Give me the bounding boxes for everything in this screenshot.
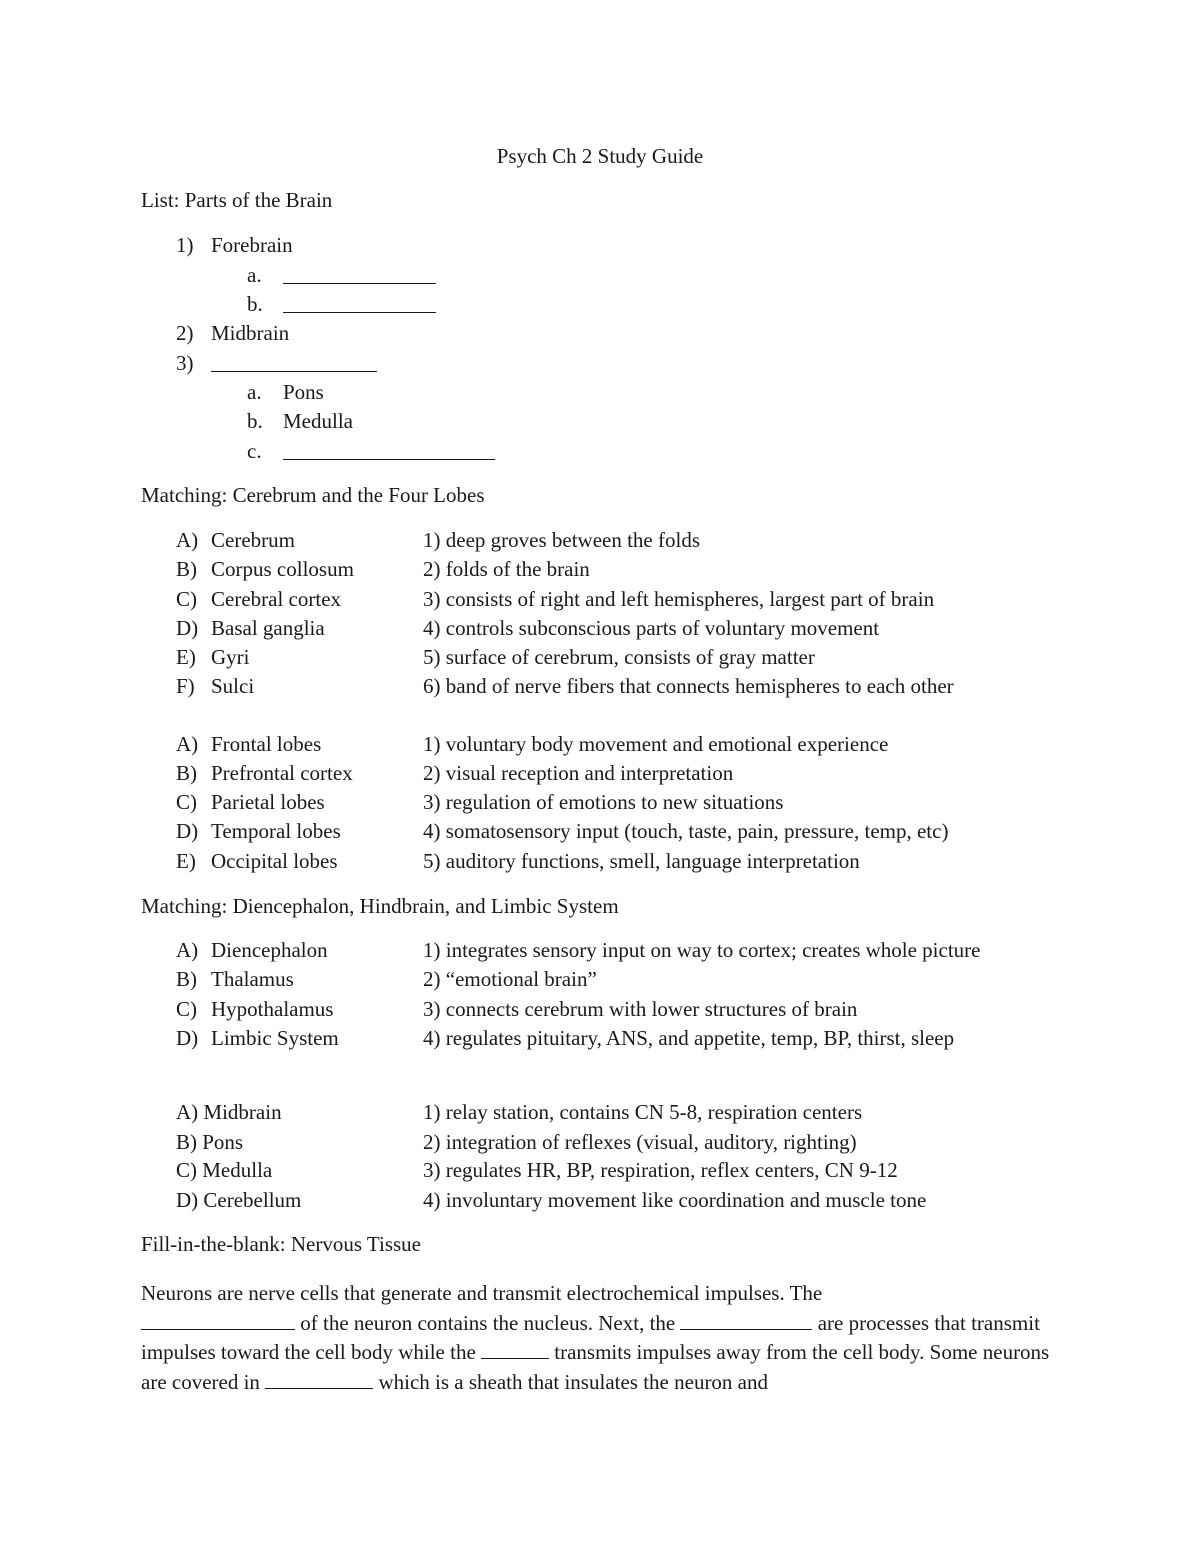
- match-letter: A): [176, 938, 199, 962]
- match-definition: 3) connects cerebrum with lower structures of brain: [423, 997, 858, 1021]
- match-definition: 2) visual reception and interpretation: [423, 761, 734, 785]
- sub-item-letter: c.: [247, 439, 262, 463]
- blank-line: [481, 1342, 549, 1359]
- blank-line: [283, 294, 436, 317]
- sub-item-letter: b.: [247, 409, 263, 433]
- blank-line: [680, 1313, 812, 1330]
- match-definition: 4) involuntary movement like coordination and muscle tone: [423, 1188, 927, 1212]
- match-letter: B): [176, 557, 197, 581]
- match-term: Prefrontal cortex: [211, 761, 353, 785]
- match-term: Frontal lobes: [211, 732, 322, 756]
- match-term: Gyri: [211, 645, 250, 669]
- match-letter: C): [176, 790, 197, 814]
- match-definition: 4) controls subconscious parts of voluntary movement: [423, 616, 880, 640]
- match-letter: D): [176, 616, 199, 640]
- blank-line: [211, 353, 377, 376]
- match-definition: 2) folds of the brain: [423, 557, 590, 581]
- match-definition: 3) regulation of emotions to new situations: [423, 790, 784, 814]
- match-definition: 6) band of nerve fibers that connects hemispheres to each other: [423, 674, 954, 698]
- match-definition: 3) consists of right and left hemispheres, largest part of brain: [423, 587, 935, 611]
- match-term: A) Midbrain: [176, 1100, 282, 1124]
- match-letter: E): [176, 849, 196, 873]
- sub-item-letter: a.: [247, 263, 262, 287]
- match-term: Basal ganglia: [211, 616, 325, 640]
- paragraph-text: Neurons are nerve cells that generate and transmit electrochemical impulses. The: [141, 1281, 823, 1305]
- page-title: Psych Ch 2 Study Guide: [496, 144, 704, 168]
- blank-line: [283, 441, 495, 464]
- list-item-number: 2): [176, 321, 194, 345]
- match-term: Sulci: [211, 674, 255, 698]
- match-letter: A): [176, 528, 199, 552]
- paragraph-text: transmits impulses away from the cell body. Some neurons are covered in: [141, 1340, 1050, 1394]
- list-item-label: Midbrain: [211, 321, 290, 345]
- match-term: Parietal lobes: [211, 790, 325, 814]
- paragraph-text: which is a sheath that insulates the neuron and: [378, 1369, 769, 1394]
- match-definition: 5) auditory functions, smell, language interpretation: [423, 849, 860, 873]
- match-letter: E): [176, 645, 196, 669]
- matching-heading: Matching: Cerebrum and the Four Lobes: [141, 483, 485, 507]
- list-heading: List: Parts of the Brain: [141, 188, 333, 212]
- match-term: Thalamus: [211, 967, 294, 991]
- sub-item-text: Medulla: [283, 409, 353, 433]
- match-definition: 5) surface of cerebrum, consists of gray matter: [423, 645, 815, 669]
- match-letter: D): [176, 819, 199, 843]
- match-term: Corpus collosum: [211, 557, 354, 581]
- match-letter: C): [176, 587, 197, 611]
- match-definition: 3) regulates HR, BP, respiration, reflex centers, CN 9-12: [423, 1158, 898, 1182]
- match-term: Temporal lobes: [211, 819, 341, 843]
- blank-line: [141, 1313, 295, 1330]
- sub-item-text: Pons: [283, 380, 324, 404]
- match-definition: 1) integrates sensory input on way to cortex; creates whole picture: [423, 938, 981, 962]
- sub-item-letter: a.: [247, 380, 262, 404]
- match-letter: D): [176, 1026, 199, 1050]
- match-definition: 2) “emotional brain”: [423, 967, 597, 991]
- match-definition: 1) relay station, contains CN 5-8, respiration centers: [423, 1100, 863, 1124]
- matching-heading: Matching: Diencephalon, Hindbrain, and Limbic System: [141, 894, 619, 918]
- match-letter: F): [176, 674, 195, 698]
- match-term: Cerebrum: [211, 528, 295, 552]
- match-definition: 4) somatosensory input (touch, taste, pain, pressure, temp, etc): [423, 819, 949, 843]
- list-item-number: 1): [176, 233, 194, 257]
- fill-heading: Fill-in-the-blank: Nervous Tissue: [141, 1232, 422, 1256]
- paragraph-text: are processes that transmit impulses toward the cell body while the: [141, 1310, 1040, 1364]
- match-definition: 2) integration of reflexes (visual, auditory, righting): [423, 1130, 857, 1154]
- list-item-number: 3): [176, 351, 194, 375]
- match-term: Hypothalamus: [211, 997, 334, 1021]
- match-letter: C): [176, 997, 197, 1021]
- match-term: C) Medulla: [176, 1158, 273, 1182]
- match-definition: 1) voluntary body movement and emotional experience: [423, 732, 889, 756]
- match-term: D) Cerebellum: [176, 1188, 302, 1212]
- match-term: Cerebral cortex: [211, 587, 342, 611]
- match-definition: 1) deep groves between the folds: [423, 528, 700, 552]
- match-letter: B): [176, 761, 197, 785]
- match-term: B) Pons: [176, 1130, 244, 1154]
- match-term: Limbic System: [211, 1026, 339, 1050]
- match-letter: A): [176, 732, 199, 756]
- sub-item-letter: b.: [247, 292, 263, 316]
- match-letter: B): [176, 967, 197, 991]
- match-term: Occipital lobes: [211, 849, 338, 873]
- paragraph-text: of the neuron contains the nucleus. Next, the: [300, 1310, 676, 1335]
- blank-line: [265, 1372, 373, 1389]
- match-definition: 4) regulates pituitary, ANS, and appetite, temp, BP, thirst, sleep: [423, 1026, 955, 1050]
- fill-paragraph: [141, 1279, 1051, 1397]
- list-item-label: Forebrain: [211, 233, 293, 257]
- blank-line: [283, 265, 436, 288]
- match-term: Diencephalon: [211, 938, 328, 962]
